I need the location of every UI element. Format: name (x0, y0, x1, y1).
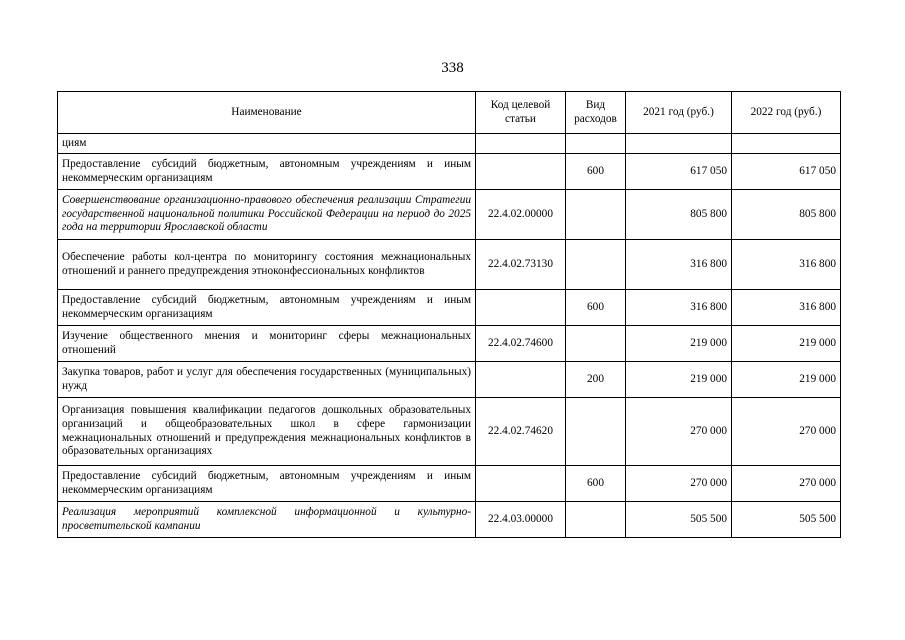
row-name-cell: Реализация мероприятий комплексной информационной и культурно-просветительской кампании (58, 502, 476, 538)
row-2022-cell: 270 000 (732, 398, 841, 466)
row-type-cell: 600 (566, 290, 626, 326)
header-code: Код целевой статьи (476, 92, 566, 134)
row-2022-cell: 270 000 (732, 466, 841, 502)
row-type-cell (566, 240, 626, 290)
header-2021: 2021 год (руб.) (626, 92, 732, 134)
table-body (58, 134, 841, 538)
row-name-cell: Организация повышения квалификации педагогов дошкольных образовательных организаций и общеобразовательных школ в сфере гармонизации межнациональных отношений и предупреждения межнациональных конфликтов в образовательных организациях (58, 398, 476, 466)
row-2022-cell: 805 800 (732, 190, 841, 240)
row-code-cell (476, 290, 566, 326)
table-row (58, 154, 841, 190)
table-row (58, 240, 841, 290)
row-2021-cell: 219 000 (626, 326, 732, 362)
table-row (58, 502, 841, 538)
row-2021-cell: 316 800 (626, 290, 732, 326)
row-code-cell: 22.4.02.00000 (476, 190, 566, 240)
budget-table (57, 91, 841, 538)
row-code-cell: 22.4.02.74600 (476, 326, 566, 362)
table-row (58, 326, 841, 362)
row-2022-cell: 617 050 (732, 154, 841, 190)
table-header-row (58, 92, 841, 134)
row-2022-cell: 316 800 (732, 290, 841, 326)
row-2022-cell: 316 800 (732, 240, 841, 290)
page-number: 338 (441, 60, 464, 76)
row-2021-cell: 219 000 (626, 362, 732, 398)
table-row (58, 290, 841, 326)
row-name-cell: циям (58, 134, 476, 154)
row-name-cell: Изучение общественного мнения и мониторинг сферы межнациональных отношений (58, 326, 476, 362)
row-type-cell: 600 (566, 466, 626, 502)
row-type-cell (566, 190, 626, 240)
header-name: Наименование (58, 92, 476, 134)
row-code-cell: 22.4.02.73130 (476, 240, 566, 290)
row-code-cell: 22.4.02.74620 (476, 398, 566, 466)
row-name-cell: Предоставление субсидий бюджетным, автономным учреждениям и иным некоммерческим организациям (58, 466, 476, 502)
row-type-cell: 600 (566, 154, 626, 190)
header-2022: 2022 год (руб.) (732, 92, 841, 134)
row-2021-cell: 505 500 (626, 502, 732, 538)
row-name-cell: Обеспечение работы кол-центра по мониторингу состояния межнациональных отношений и раннего предупреждения этноконфессиональных конфликтов (58, 240, 476, 290)
row-name-cell: Закупка товаров, работ и услуг для обеспечения государственных (муниципальных) нужд (58, 362, 476, 398)
table-row (58, 362, 841, 398)
row-code-cell: 22.4.03.00000 (476, 502, 566, 538)
row-2021-cell (626, 134, 732, 154)
table-row (58, 134, 841, 154)
row-2021-cell: 316 800 (626, 240, 732, 290)
row-code-cell (476, 154, 566, 190)
row-code-cell (476, 134, 566, 154)
row-name-cell: Совершенствование организационно-правового обеспечения реализации Стратегии государственной национальной политики Российской Федерации на период до 2025 года на территории Ярославской области (58, 190, 476, 240)
row-type-cell: 200 (566, 362, 626, 398)
row-code-cell (476, 362, 566, 398)
row-type-cell (566, 326, 626, 362)
row-name-cell: Предоставление субсидий бюджетным, автономным учреждениям и иным некоммерческим организациям (58, 154, 476, 190)
row-type-cell (566, 398, 626, 466)
row-2022-cell: 505 500 (732, 502, 841, 538)
row-2022-cell (732, 134, 841, 154)
row-2021-cell: 270 000 (626, 466, 732, 502)
table-row (58, 398, 841, 466)
row-2022-cell: 219 000 (732, 326, 841, 362)
row-name-cell: Предоставление субсидий бюджетным, автономным учреждениям и иным некоммерческим организациям (58, 290, 476, 326)
row-type-cell (566, 134, 626, 154)
row-2021-cell: 270 000 (626, 398, 732, 466)
row-2021-cell: 805 800 (626, 190, 732, 240)
row-code-cell (476, 466, 566, 502)
row-2021-cell: 617 050 (626, 154, 732, 190)
header-type: Вид расходов (566, 92, 626, 134)
row-2022-cell: 219 000 (732, 362, 841, 398)
table-row (58, 190, 841, 240)
row-type-cell (566, 502, 626, 538)
table-row (58, 466, 841, 502)
